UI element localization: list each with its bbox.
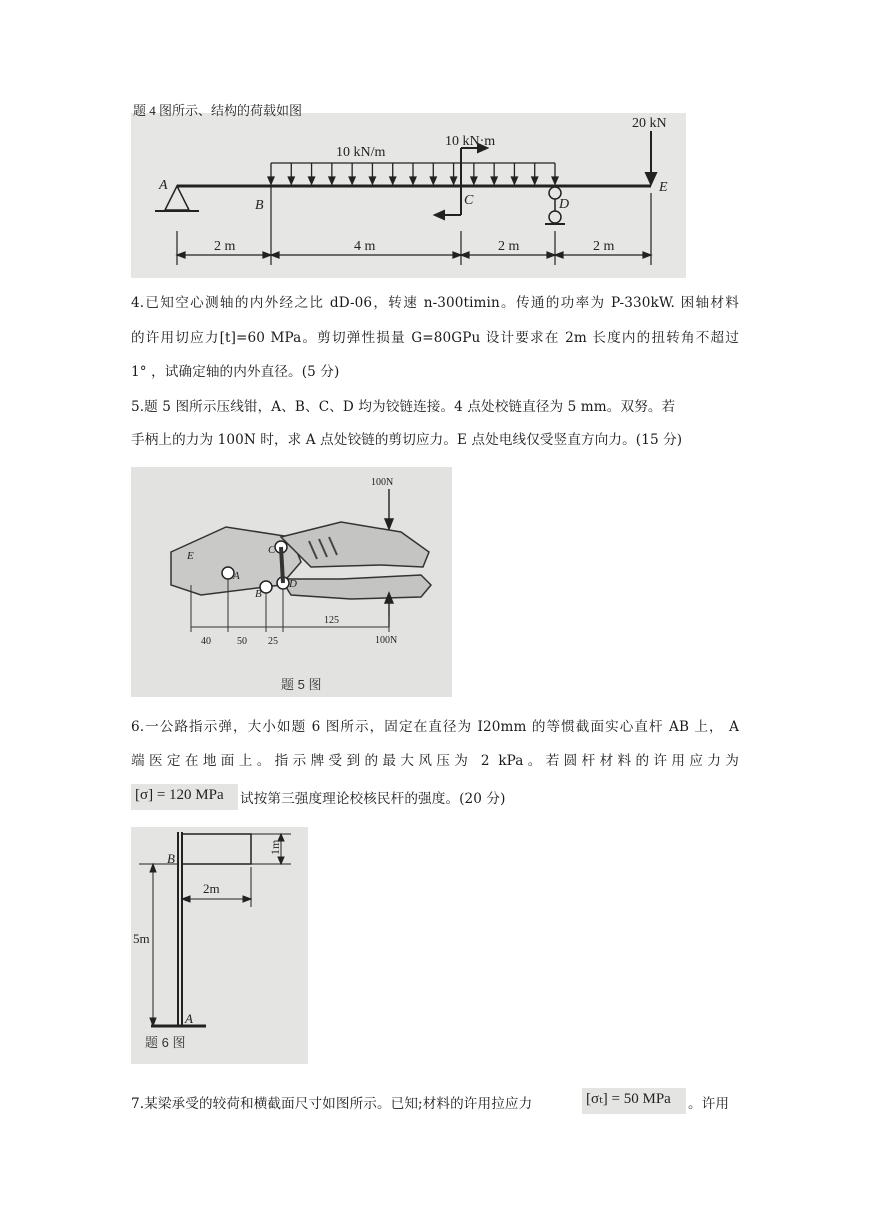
q5-line-2: 手柄上的力为 100N 时，求 A 点处铰链的剪切应力。E 点处电线仅受竖直方向力。(15 分) (131, 432, 683, 448)
load-arrowhead (491, 177, 497, 184)
load-arrowhead (532, 177, 538, 184)
allowable-stress-formula: [σ] = 120 MPa (131, 784, 238, 810)
q7-line-1-start: 7.某梁承受的较荷和横截面尺寸如图所示。已知;材料的许用拉应力 (131, 1096, 533, 1112)
dim-2m-de: 2 m (593, 239, 615, 254)
moment-label: 10 kN·m (445, 134, 496, 149)
dim-25: 25 (268, 636, 278, 647)
q5-line-1: 5.题 5 图所示压线钳，A、B、C、D 均为铰链连接。4 点处校链直径为 5 mm。双努。若 (131, 399, 676, 415)
sign-figure (131, 827, 308, 1064)
load-arrowhead (552, 177, 558, 184)
q6-line-2: 端医定在地面上。指示牌受到的最大风压为 2 kPa。若圆杆材料的许用应力为 (131, 753, 739, 769)
pliers-point-d: D (289, 578, 297, 590)
load-arrowhead (451, 177, 457, 184)
sign-board (182, 834, 251, 864)
pliers-point-e: E (187, 550, 194, 562)
link-cd (281, 547, 283, 583)
dim-2m: 2m (203, 881, 220, 896)
q6-line-1: 6.一公路指示弹，大小如题 6 图所示，固定在直径为 I20mm 的等惯截面实心直杆 AB 上， A (131, 719, 739, 735)
point-b-label: B (255, 198, 264, 213)
load-arrowhead (349, 177, 355, 184)
load-arrowhead (430, 177, 436, 184)
distributed-load (268, 163, 558, 184)
dim-2m-cd: 2 m (498, 239, 520, 254)
lower-handle (281, 575, 431, 599)
load-arrowhead (511, 177, 517, 184)
dim-125: 125 (324, 615, 339, 626)
load-arrowhead (410, 177, 416, 184)
sign-point-a: A (185, 1011, 193, 1026)
load-arrowhead (369, 177, 375, 184)
figure-6-caption: 题 6 图 (145, 1035, 186, 1050)
dim-40: 40 (201, 636, 211, 647)
dim-50: 50 (237, 636, 247, 647)
q4-line-2: 的许用切应力[t]=60 MPa。剪切弹性损量 G=80GPu 设计要求在 2m 长度内的扭转角不超过 (131, 330, 739, 346)
dim-2m-ab: 2 m (214, 239, 236, 254)
point-d-label: D (559, 197, 570, 212)
q4-line-1: 4.已知空心测轴的内外经之比 dD-06，转速 n-300timin。传通的功率为 P-330kW. 困轴材料 (131, 295, 739, 311)
point-load-e (646, 131, 656, 184)
pliers-point-c: C (268, 544, 276, 556)
q7-line-1-end: 。许用 (688, 1096, 730, 1112)
point-a-label: A (159, 178, 168, 193)
point-c-label: C (464, 193, 474, 208)
figure-5-caption: 题 5 图 (281, 677, 322, 692)
load-arrowhead (309, 177, 315, 184)
sign-dimension-lines (139, 834, 291, 1026)
dim-1m: 1m (268, 839, 282, 855)
q6-line-3: 试按第三强度理论校核民杆的强度。(20 分) (240, 791, 506, 807)
load-arrowhead (390, 177, 396, 184)
dim-5m: 5m (133, 931, 150, 946)
q4-line-3: 1° ，试确定轴的内外直径。(5 分) (131, 364, 340, 380)
pliers-point-b: B (255, 588, 262, 600)
clipped-header-text: 题 4 图所示、结构的荷载如图 (133, 103, 303, 118)
load-arrowhead (471, 177, 477, 184)
pliers-point-a: A (233, 570, 240, 582)
dim-4m-bc: 4 m (354, 239, 376, 254)
dist-load-label: 10 kN/m (336, 145, 386, 160)
sign-point-b: B (167, 851, 175, 866)
load-20kn-label: 20 kN (632, 116, 667, 131)
load-arrowhead (329, 177, 335, 184)
load-arrowhead (288, 177, 294, 184)
beam-figure (131, 103, 686, 278)
point-e-label: E (659, 180, 668, 195)
pliers-figure (131, 467, 452, 697)
dimension-lines (177, 178, 651, 265)
upper-handle (281, 522, 429, 567)
moment-at-c (435, 144, 487, 219)
force-bottom-label: 100N (375, 635, 398, 646)
force-top-label: 100N (371, 477, 394, 488)
pin-support-a (165, 186, 189, 210)
allowable-tensile-stress-formula: [σₜ] = 50 MPa (582, 1088, 686, 1114)
